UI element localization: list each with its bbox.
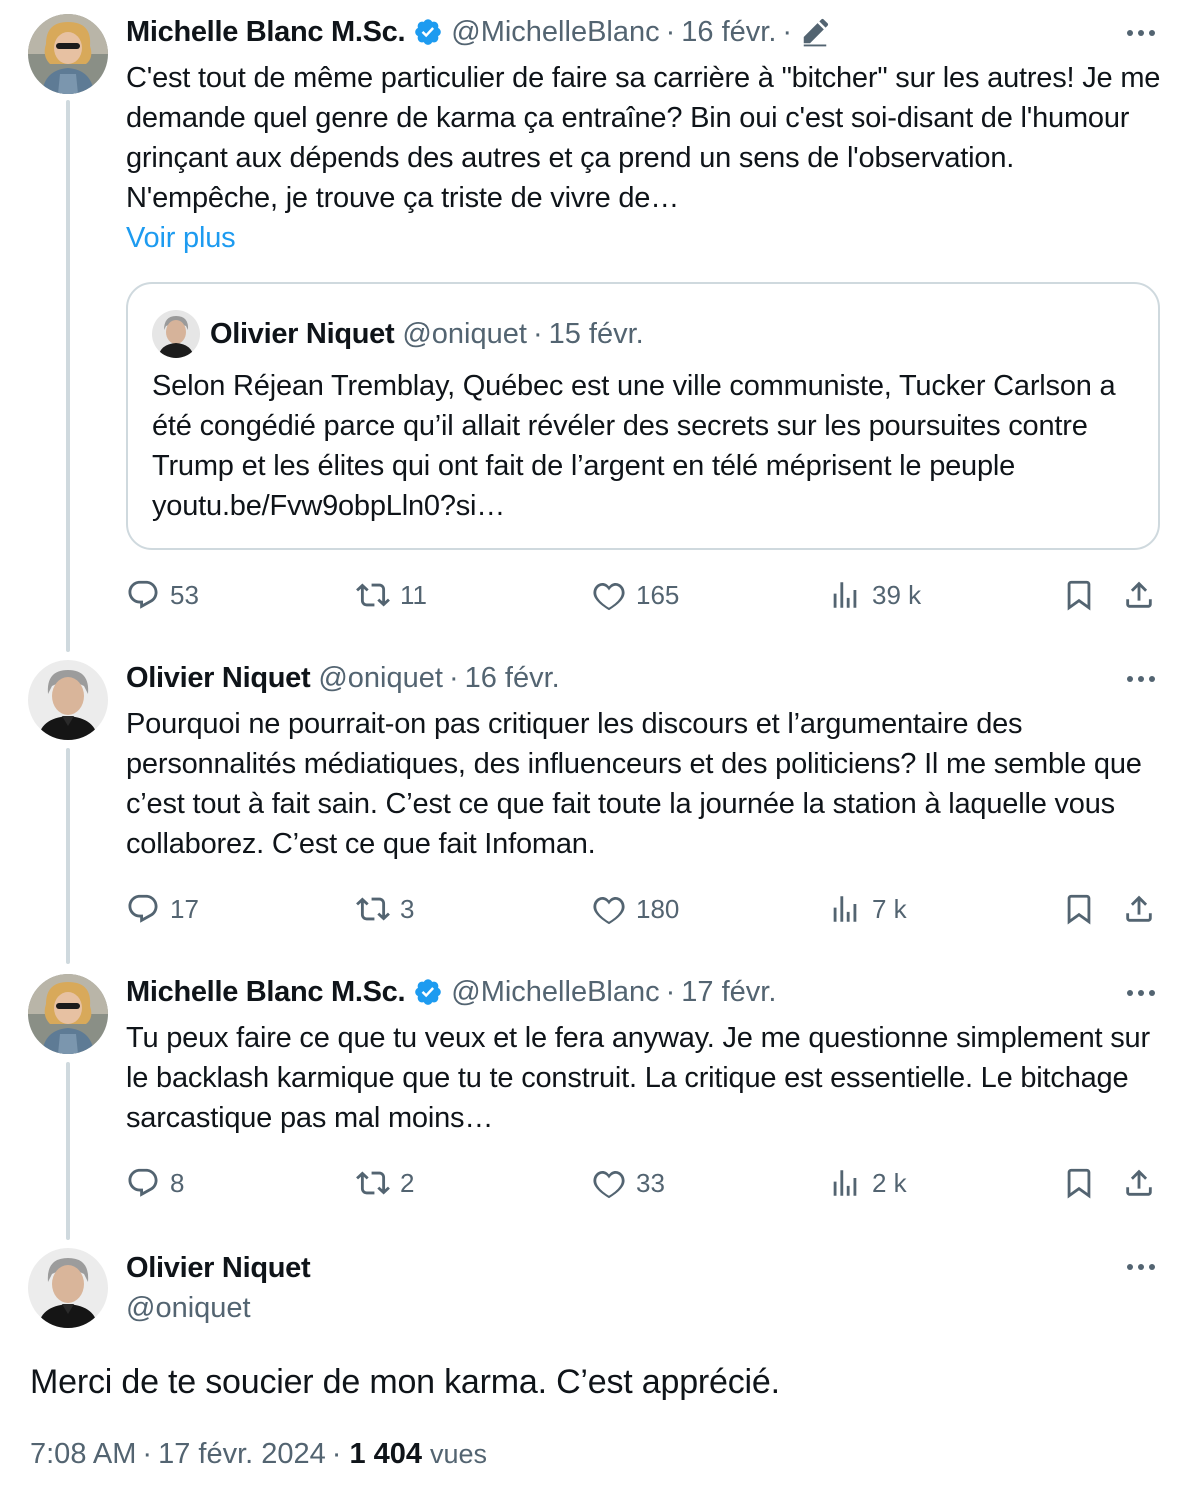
views-count: 1 404 [349, 1438, 423, 1470]
like-button[interactable] [592, 575, 679, 615]
bookmark-icon [1062, 1166, 1096, 1200]
more-options-icon[interactable] [1124, 16, 1158, 50]
tweet-header [126, 12, 830, 52]
share-button[interactable] [1122, 575, 1156, 615]
tweet-date[interactable]: 17 févr. 2024 [158, 1438, 326, 1470]
like-count: 33 [636, 1167, 665, 1198]
repost-count: 11 [400, 579, 427, 610]
views-button[interactable] [828, 889, 907, 929]
tweet-text: C'est tout de même particulier de faire sa carrière à "bitcher" sur les autres! Je me demande quel genre de karma ça entraîne? Bin oui c'est soi-disant de l'humour grinçant aux dépends des autres et ça prend un sens de l'observation. N'empêche, je trouve ça triste de vivre de… [126, 62, 1161, 214]
tweet-actions [126, 889, 1166, 929]
views-count: 2 k [872, 1167, 907, 1198]
author-name[interactable]: Olivier Niquet [126, 661, 311, 694]
bookmark-icon [1062, 578, 1096, 612]
author-name[interactable]: Michelle Blanc M.Sc. [126, 15, 406, 48]
views-button[interactable] [828, 1163, 907, 1203]
separator: · [142, 1438, 153, 1470]
like-count: 165 [636, 579, 680, 610]
repost-icon [356, 892, 390, 926]
reply-count: 8 [170, 1167, 185, 1198]
reply-icon [126, 1166, 160, 1200]
tweet-date[interactable]: 16 févr. [464, 661, 560, 694]
more-options-icon[interactable] [1124, 976, 1158, 1010]
tweet[interactable] [0, 960, 1188, 1222]
reply-icon [126, 892, 160, 926]
tweet-date[interactable]: 17 févr. [681, 975, 777, 1008]
heart-icon [592, 1166, 626, 1200]
tweet-date[interactable]: 16 févr. [681, 15, 777, 48]
avatar[interactable] [28, 660, 108, 740]
bookmark-button[interactable] [1062, 889, 1096, 929]
avatar[interactable] [28, 1248, 108, 1328]
analytics-icon [828, 1166, 862, 1200]
quoted-tweet[interactable] [126, 282, 1160, 550]
like-button[interactable] [592, 889, 679, 929]
tweet-header [126, 658, 560, 698]
avatar[interactable] [28, 974, 108, 1054]
author-handle[interactable]: @oniquet [126, 1291, 251, 1324]
tweet[interactable] [0, 0, 1188, 640]
tweet-header [126, 972, 776, 1012]
tweet-header [126, 1248, 310, 1288]
quote-author-handle: @oniquet [402, 317, 527, 350]
like-count: 180 [636, 893, 680, 924]
analytics-icon [828, 892, 862, 926]
reply-count: 53 [170, 579, 199, 610]
tweet[interactable] [0, 646, 1188, 946]
quote-date: 15 févr. [548, 317, 644, 350]
share-icon [1122, 892, 1156, 926]
tweet-actions [126, 1163, 1166, 1203]
author-name[interactable]: Olivier Niquet [126, 1251, 311, 1284]
avatar[interactable] [28, 14, 108, 94]
heart-icon [592, 578, 626, 612]
focused-tweet-text: Merci de te soucier de mon karma. C’est apprécié. [30, 1363, 780, 1401]
separator: · [532, 317, 543, 350]
views-count: 7 k [872, 893, 907, 924]
reply-count: 17 [170, 893, 199, 924]
bookmark-button[interactable] [1062, 1163, 1096, 1203]
more-options-icon[interactable] [1124, 662, 1158, 696]
verified-badge-icon [413, 977, 443, 1007]
repost-button[interactable] [356, 1163, 414, 1203]
separator: · [665, 975, 676, 1008]
quote-header [152, 310, 644, 358]
reply-button[interactable] [126, 575, 199, 615]
show-more-link[interactable]: Voir plus [126, 222, 236, 254]
repost-button[interactable] [356, 575, 427, 615]
repost-icon [356, 1166, 390, 1200]
author-handle[interactable]: @MichelleBlanc [451, 975, 660, 1008]
author-name[interactable]: Michelle Blanc M.Sc. [126, 975, 406, 1008]
views-label: vues [430, 1439, 488, 1469]
repost-button[interactable] [356, 889, 414, 929]
quote-text: Selon Réjean Tremblay, Québec est une ville communiste, Tucker Carlson a été congédié parce qu’il allait révéler des secrets sur les poursuites contre Trump et les élites qui ont fait de l’argent en télé méprisent le peuple youtu.be/Fvw9obpLln0?si… [152, 370, 1116, 522]
tweet-text: Tu peux faire ce que tu veux et le fera anyway. Je me questionne simplement sur le backlash karmique que tu te construit. La critique est essentielle. Le bitchage sarcastique pas mal moins… [126, 1022, 1150, 1134]
quote-author-name: Olivier Niquet [210, 317, 395, 350]
author-handle[interactable]: @MichelleBlanc [451, 15, 660, 48]
heart-icon [592, 892, 626, 926]
separator: · [331, 1438, 342, 1470]
tweet-header [126, 1288, 251, 1328]
separator: · [665, 15, 676, 48]
share-button[interactable] [1122, 889, 1156, 929]
tweet-text: Pourquoi ne pourrait-on pas critiquer les discours et l’argumentaire des personnalités médiatiques, des influenceurs et des politiciens? Il me semble que c’est tout à fait sain. C’est ce que fait toute la journée la station à laquelle vous collaborez. C’est ce que fait Infoman. [126, 708, 1142, 860]
share-icon [1122, 578, 1156, 612]
views-count: 39 k [872, 579, 922, 610]
reply-icon [126, 578, 160, 612]
views-button[interactable] [828, 575, 921, 615]
repost-count: 2 [400, 1167, 415, 1198]
more-options-icon[interactable] [1124, 1250, 1158, 1284]
edited-pencil-icon[interactable] [800, 17, 830, 47]
author-handle[interactable]: @oniquet [318, 661, 443, 694]
tweet-metadata [30, 1438, 487, 1471]
repost-count: 3 [400, 893, 415, 924]
reply-button[interactable] [126, 1163, 184, 1203]
share-icon [1122, 1166, 1156, 1200]
reply-button[interactable] [126, 889, 199, 929]
tweet-time[interactable]: 7:08 AM [30, 1438, 137, 1470]
bookmark-icon [1062, 892, 1096, 926]
verified-badge-icon [413, 17, 443, 47]
separator: · [448, 661, 459, 694]
bookmark-button[interactable] [1062, 575, 1096, 615]
share-button[interactable] [1122, 1163, 1156, 1203]
analytics-icon [828, 578, 862, 612]
separator: · [782, 15, 793, 48]
avatar [152, 310, 200, 358]
like-button[interactable] [592, 1163, 665, 1203]
tweet-actions [126, 575, 1166, 615]
repost-icon [356, 578, 390, 612]
